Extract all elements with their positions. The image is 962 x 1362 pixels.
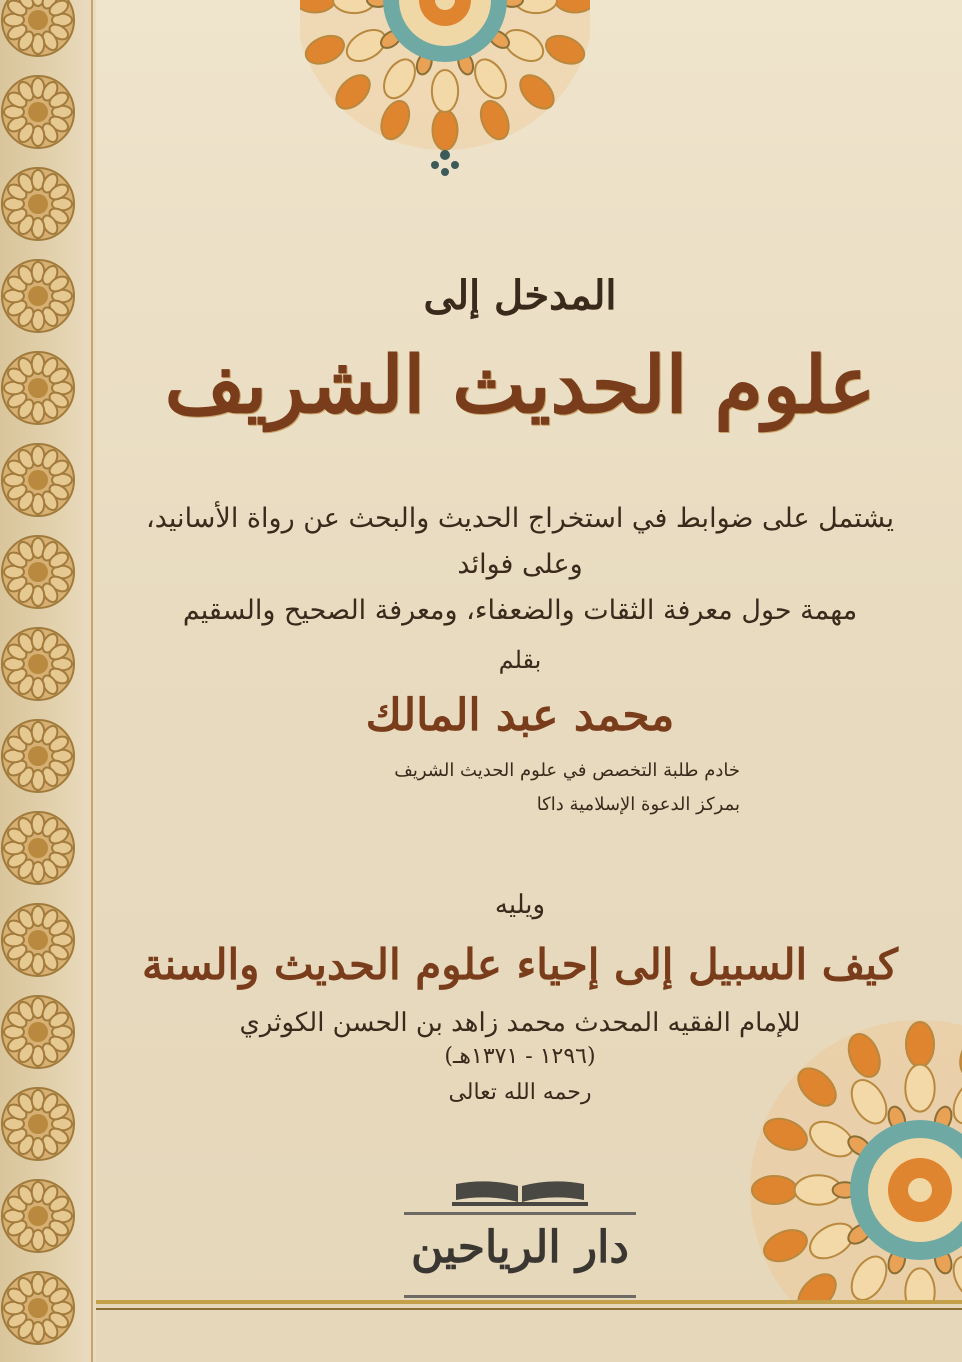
author-role-line-1: خادم طلبة التخصص في علوم الحديث الشريف: [394, 760, 740, 781]
rahma-phrase: رحمه الله تعالى: [448, 1080, 592, 1105]
gold-rule-1: [96, 1300, 962, 1304]
gold-rule-2: [96, 1308, 962, 1310]
intro-heading: المدخل إلى: [423, 272, 617, 319]
author-role-line-2: بمركز الدعوة الإسلامية داكا: [536, 794, 740, 815]
by-label: بقلم: [498, 646, 542, 674]
imam-name: للإمام الفقيه المحدث محمد زاهد بن الحسن الكوثري: [239, 1008, 801, 1038]
description: [120, 496, 920, 634]
second-title: كيف السبيل إلى إحياء علوم الحديث والسنة: [142, 940, 898, 989]
book-title: علوم الحديث الشريف: [164, 340, 876, 431]
border-rosette-icon: [0, 0, 100, 1362]
author-name: محمد عبد المالك: [365, 690, 675, 741]
description-line-2: مهمة حول معرفة الثقات والضعفاء، ومعرفة الصحيح والسقيم: [182, 595, 858, 626]
publisher-name: دار الرياحين: [411, 1222, 629, 1273]
imam-dates: (١٢٩٦ - ١٣٧١هـ): [444, 1044, 596, 1069]
top-mandala-icon: [300, 0, 590, 220]
open-book-icon: [452, 1176, 588, 1206]
followed-by-label: ويليه: [494, 890, 546, 920]
description-line-1: يشتمل على ضوابط في استخراج الحديث والبحث عن رواة الأسانيد، وعلى فوائد: [146, 503, 894, 580]
